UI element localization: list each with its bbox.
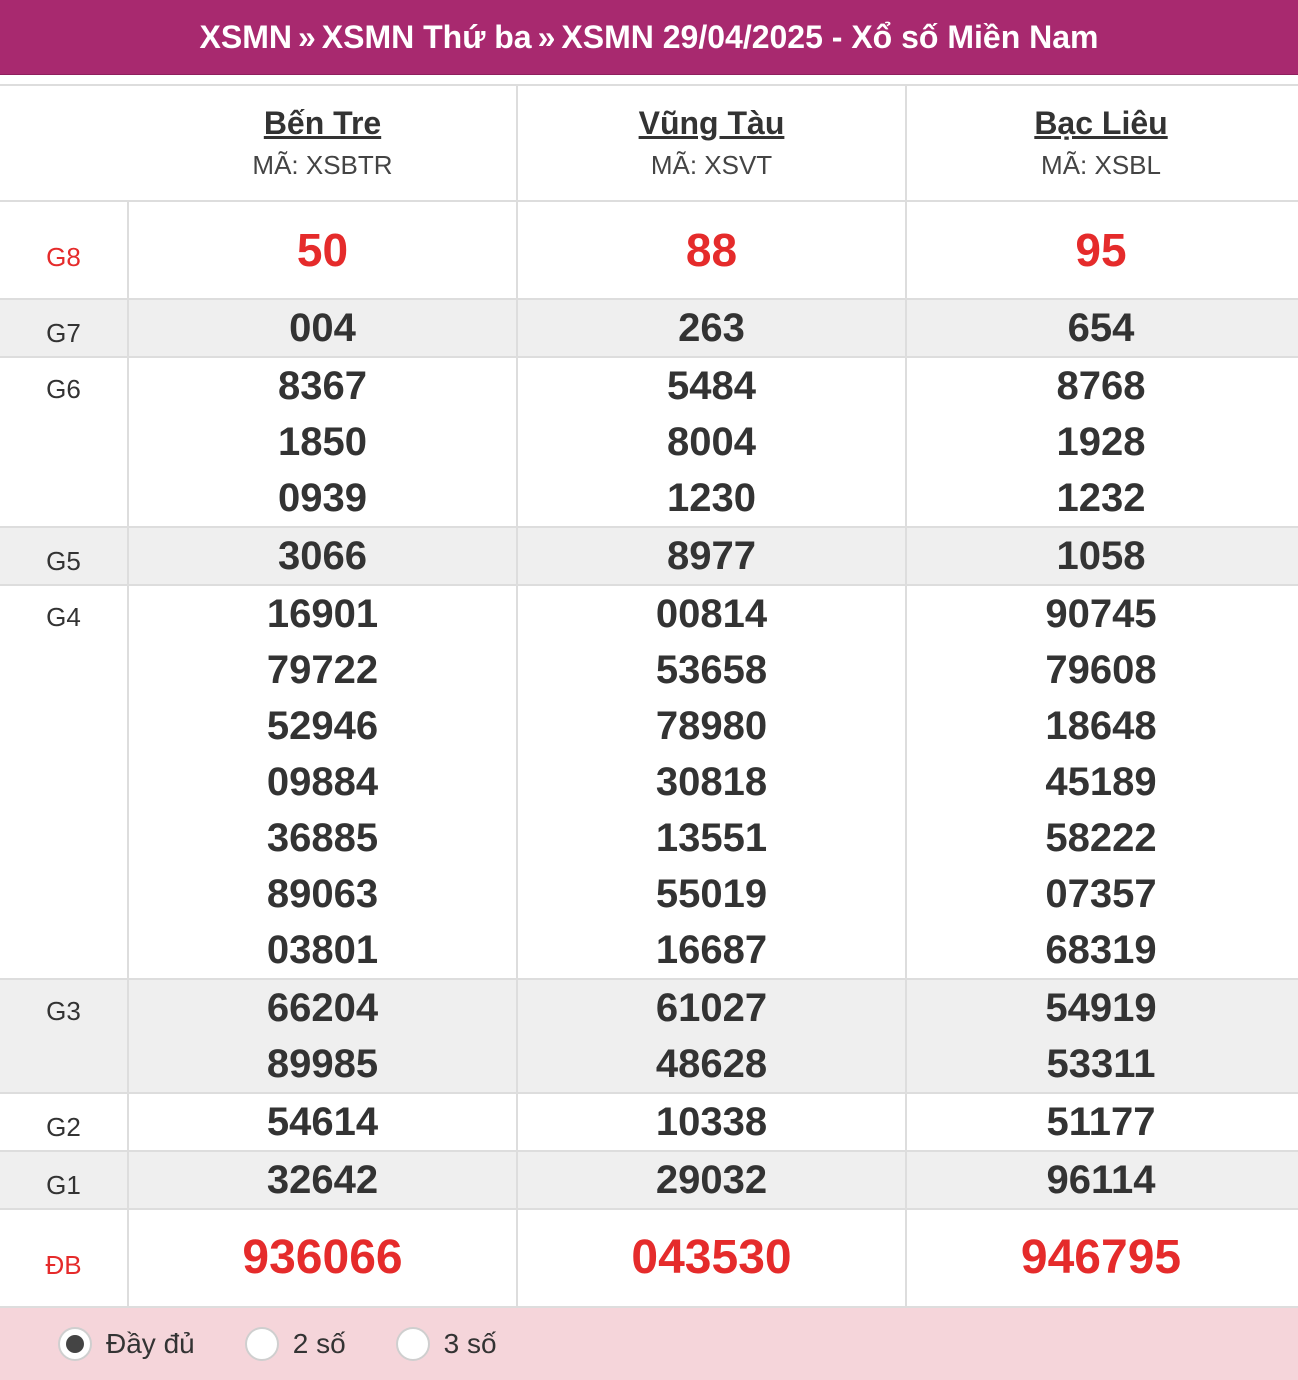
prize-number: 55019 <box>655 872 768 916</box>
prize-cell <box>129 300 518 356</box>
prize-number: 5484 <box>667 364 756 408</box>
prize-number: 88 <box>685 224 738 276</box>
prize-number: 90745 <box>1045 592 1157 636</box>
province-link-vung-tau[interactable]: Vũng Tàu <box>638 105 785 141</box>
prize-number: 1230 <box>667 476 756 520</box>
prize-number: 79722 <box>266 648 379 692</box>
breadcrumb-xsmn-thu-ba[interactable]: XSMN Thứ ba <box>321 18 532 55</box>
prize-number: 8977 <box>667 534 756 578</box>
prize-number: 58222 <box>1045 816 1157 860</box>
corner-cell <box>0 86 129 200</box>
prize-number: 54919 <box>1045 986 1157 1030</box>
prize-number: 45189 <box>1045 760 1157 804</box>
prize-number: 004 <box>289 306 356 350</box>
prize-number: 66204 <box>266 986 379 1030</box>
prize-number: 51177 <box>1046 1100 1156 1144</box>
province-code: MÃ: XSBTR <box>252 150 393 180</box>
prize-number: 1928 <box>1056 420 1146 464</box>
province-link-ben-tre[interactable]: Bến Tre <box>263 105 382 141</box>
prize-cell <box>907 586 1295 978</box>
province-col-vung-tau <box>518 86 907 200</box>
prize-row-g2 <box>0 1094 1298 1152</box>
prize-cell <box>907 1152 1295 1208</box>
prize-number: 79608 <box>1045 648 1157 692</box>
prize-number: 61027 <box>655 986 768 1030</box>
breadcrumb-separator: » <box>297 18 316 55</box>
province-col-bac-lieu <box>907 86 1295 200</box>
prize-cell <box>518 1152 907 1208</box>
results-table <box>0 84 1298 1308</box>
option-label: Đầy đủ <box>106 1328 195 1359</box>
prize-cell <box>129 586 518 978</box>
prize-number: 07357 <box>1045 872 1157 916</box>
prize-number: 95 <box>1075 224 1127 276</box>
prize-label: G2 <box>0 1094 129 1150</box>
radio-dot <box>66 1335 84 1353</box>
special-prize-number: 936066 <box>242 1231 403 1284</box>
display-options-bar <box>0 1308 1298 1380</box>
prize-number: 32642 <box>266 1158 379 1202</box>
prize-number: 54614 <box>266 1100 379 1144</box>
prize-cell <box>907 300 1295 356</box>
prize-row-g1 <box>0 1152 1298 1210</box>
prize-cell <box>907 980 1295 1092</box>
prize-number: 78980 <box>655 704 768 748</box>
prize-cell <box>907 1094 1295 1150</box>
breadcrumb-separator: » <box>537 18 556 55</box>
prize-number: 50 <box>296 224 349 276</box>
prize-number: 8768 <box>1056 364 1146 408</box>
prize-row-g7 <box>0 300 1298 358</box>
prize-cell <box>129 1152 518 1208</box>
prize-number: 96114 <box>1046 1158 1156 1202</box>
radio-button[interactable] <box>245 1327 279 1361</box>
prize-cell <box>518 528 907 584</box>
prize-cell <box>129 1094 518 1150</box>
prize-row-g3 <box>0 980 1298 1094</box>
prize-row-g5 <box>0 528 1298 586</box>
prize-cell <box>129 528 518 584</box>
prize-cell <box>518 1094 907 1150</box>
prize-label: G1 <box>0 1152 129 1208</box>
prize-row-g6 <box>0 358 1298 528</box>
prize-number: 654 <box>1067 306 1135 350</box>
prize-cell <box>129 980 518 1092</box>
prize-number: 68319 <box>1045 928 1157 972</box>
prize-number: 16687 <box>655 928 768 972</box>
prize-number: 13551 <box>655 816 768 860</box>
prize-label: G8 <box>0 202 129 298</box>
radio-button[interactable] <box>396 1327 430 1361</box>
prize-cell <box>907 202 1295 298</box>
prize-cell <box>518 1210 907 1306</box>
prize-label: G4 <box>0 586 129 978</box>
prize-number: 8367 <box>278 364 367 408</box>
special-prize-number: 946795 <box>1020 1231 1182 1284</box>
province-link-bac-lieu[interactable]: Bạc Liêu <box>1034 105 1168 141</box>
prize-number: 263 <box>678 306 745 350</box>
prize-cell <box>518 300 907 356</box>
prize-label: G5 <box>0 528 129 584</box>
prize-cell <box>129 358 518 526</box>
prize-row-special <box>0 1210 1298 1308</box>
option-2-digits[interactable] <box>245 1327 346 1361</box>
prize-number: 3066 <box>278 534 367 578</box>
prize-cell <box>518 202 907 298</box>
prize-cell <box>907 1210 1295 1306</box>
prize-number: 1058 <box>1056 534 1146 578</box>
prize-number: 1232 <box>1056 476 1146 520</box>
option-label: 2 số <box>292 1328 346 1359</box>
prize-number: 89063 <box>266 872 379 916</box>
prize-number: 0939 <box>278 476 367 520</box>
prize-number: 52946 <box>266 704 379 748</box>
province-col-ben-tre <box>129 86 518 200</box>
prize-number: 10338 <box>655 1100 768 1144</box>
breadcrumb-xsmn[interactable]: XSMN <box>199 18 292 55</box>
prize-cell <box>518 980 907 1092</box>
prize-row-g4 <box>0 586 1298 980</box>
prize-cell <box>129 202 518 298</box>
prize-cell <box>907 528 1295 584</box>
prize-number: 1850 <box>278 420 367 464</box>
radio-button-selected[interactable] <box>58 1327 92 1361</box>
prize-cell <box>907 358 1295 526</box>
prize-number: 48628 <box>655 1042 768 1086</box>
prize-cell <box>129 1210 518 1306</box>
prize-cell <box>518 586 907 978</box>
option-full[interactable] <box>58 1327 195 1361</box>
prize-number: 18648 <box>1045 704 1157 748</box>
prize-label: G7 <box>0 300 129 356</box>
prize-row-g8 <box>0 202 1298 300</box>
prize-number: 53311 <box>1046 1042 1156 1086</box>
special-prize-number: 043530 <box>631 1231 792 1284</box>
prize-number: 09884 <box>266 760 379 804</box>
prize-number: 03801 <box>266 928 379 972</box>
province-header-row <box>0 86 1298 202</box>
prize-cell <box>518 358 907 526</box>
prize-label: ĐB <box>0 1210 129 1306</box>
prize-number: 29032 <box>655 1158 768 1202</box>
prize-number: 89985 <box>266 1042 379 1086</box>
prize-label: G6 <box>0 358 129 526</box>
prize-number: 53658 <box>655 648 768 692</box>
prize-number: 30818 <box>655 760 768 804</box>
province-code: MÃ: XSVT <box>650 150 773 180</box>
page-title: XSMN 29/04/2025 - Xổ số Miền Nam <box>561 18 1099 55</box>
prize-number: 16901 <box>266 592 379 636</box>
option-3-digits[interactable] <box>396 1327 497 1361</box>
option-label: 3 số <box>443 1328 497 1359</box>
prize-number: 36885 <box>266 816 379 860</box>
province-code: MÃ: XSBL <box>1041 150 1161 180</box>
prize-number: 00814 <box>655 592 768 636</box>
page-header <box>0 0 1298 75</box>
prize-label: G3 <box>0 980 129 1092</box>
prize-number: 8004 <box>667 420 756 464</box>
